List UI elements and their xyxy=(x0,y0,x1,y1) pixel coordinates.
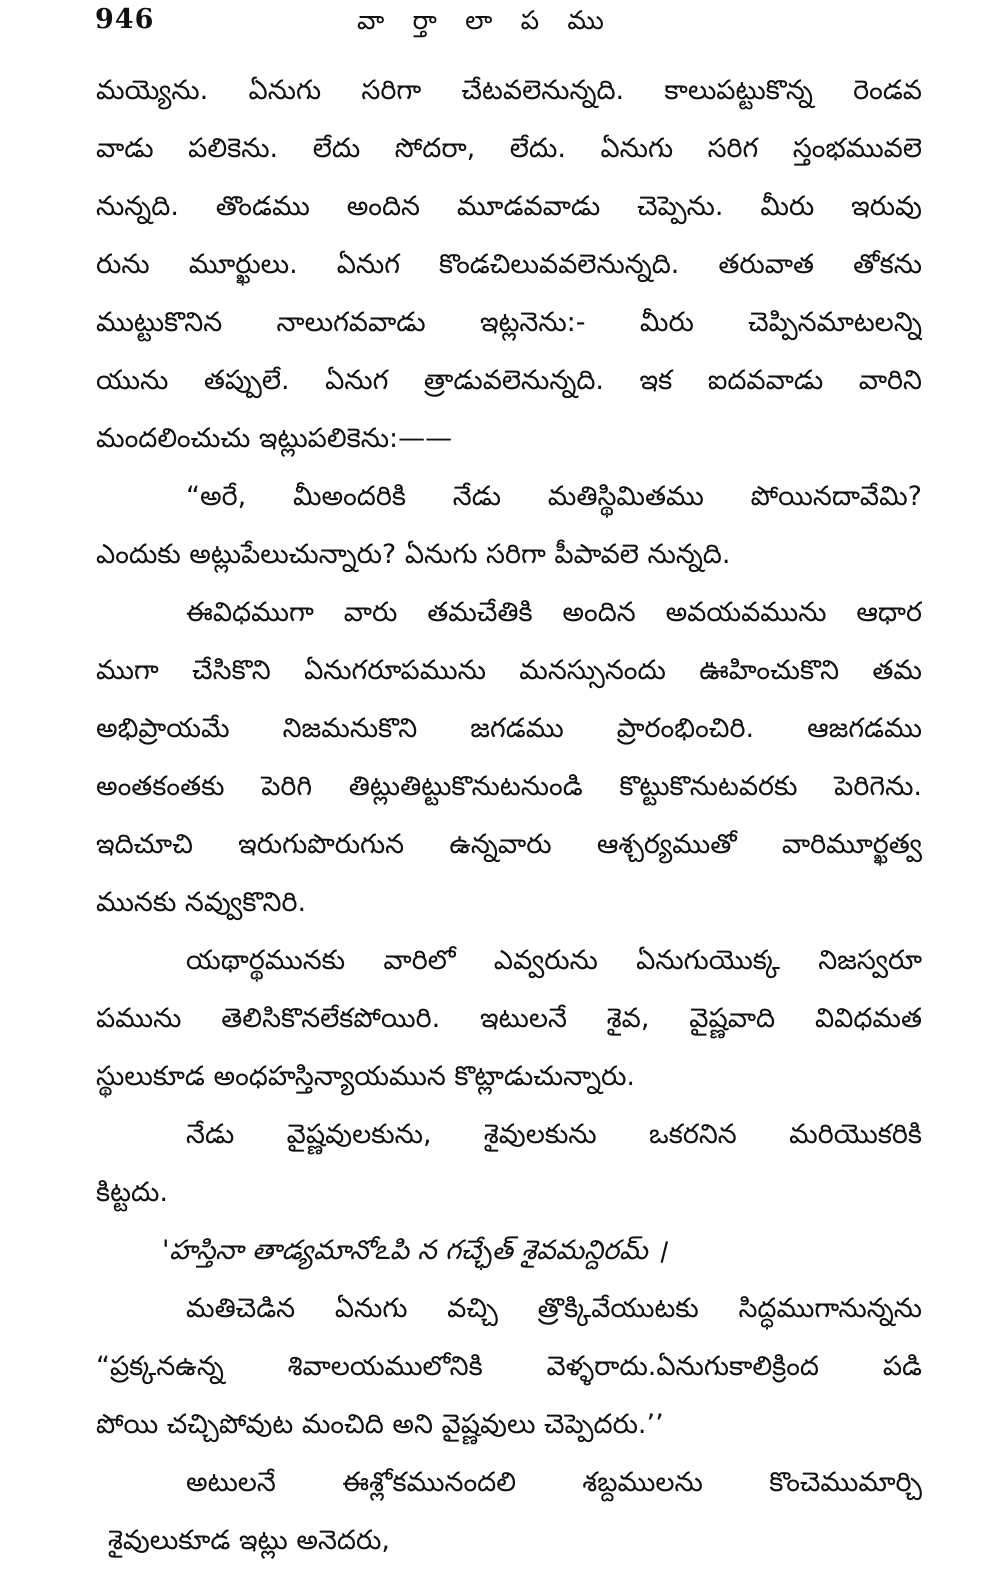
text-line: పమును తెలిసికొనలేకపోయిరి. ఇటులనే శైవ, వైష్ణవాది వివిధమత xyxy=(96,1003,922,1034)
text-line: స్థులుకూడ అంధహస్తిన్యాయమున కొట్లాడుచున్నారు. xyxy=(96,1061,635,1092)
text-line: యథార్థమునకు వారిలో ఎవ్వరును ఏనుగుయొక్క నిజస్వరూ xyxy=(186,945,922,976)
text-line: మయ్యెను. ఏనుగు సరిగా చేటవలెనున్నది. కాలుపట్టుకొన్న రెండవ xyxy=(96,75,922,106)
text-line: ముట్టుకొనిన నాలుగవవాడు ఇట్లనెను:- మీరు చెప్పినమాటలన్ని xyxy=(96,307,922,338)
text-line: యును తప్పులే. ఏనుగ త్రాడువలెనున్నది. ఇక ఐదవవాడు వారిని xyxy=(96,365,922,396)
text-line: ముగా చేసికొని ఏనుగరూపమును మనస్సునందు ఊహించుకొని తమ xyxy=(96,655,922,686)
text-line: వాడు పలికెను. లేదు సోదరా, లేదు. ఏనుగు సరిగ స్తంభమువలె xyxy=(96,133,922,164)
text-line: “ప్రక్కనఉన్న శివాలయములోనికి వెళ్ళరాదు.ఏనుగుకాలిక్రింద పడి xyxy=(96,1351,922,1382)
text-line: ఎందుకు అట్లుపేలుచున్నారు? ఏనుగు సరిగా పీపావలె నున్నది. xyxy=(96,539,731,570)
text-line: పోయి చచ్చిపోవుట మంచిది అని వైష్ణవులు చెప్పెదరు.’’ xyxy=(96,1409,664,1440)
page-header xyxy=(95,4,924,48)
text-line: అటులనే ఈశ్లోకమునందలి శబ్దములను కొంచెముమార్చి xyxy=(186,1467,922,1498)
text-line: ఈవిధముగా వారు తమచేతికి అందిన అవయవమును ఆధార xyxy=(186,597,922,628)
text-line: మతిచెడిన ఏనుగు వచ్చి త్రొక్కివేయుటకు సిద్ధముగానున్నను xyxy=(186,1293,922,1324)
text-line: అభిప్రాయమే నిజమనుకొని జగడము ప్రారంభించిరి. ఆజగడము xyxy=(96,713,922,744)
text-line: కిట్టదు. xyxy=(96,1177,168,1208)
text-line: అంతకంతకు పెరిగి తిట్లుతిట్టుకొనుటనుండి కొట్టుకొనుటవరకు పెరిగెను. xyxy=(96,771,922,802)
text-line: మందలించుచు ఇట్లుపలికెను:—— xyxy=(96,423,453,454)
text-line: ఇదిచూచి ఇరుగుపొరుగున ఉన్నవారు ఆశ్చర్యముతో వారిమూర్ఖత్వ xyxy=(96,829,922,860)
running-title: వా ర్తా లా ప ము xyxy=(357,6,614,36)
body-text xyxy=(96,62,922,1570)
text-line: రును మూర్ఖులు. ఏనుగ కొండచిలువవలెనున్నది. తరువాత తోకను xyxy=(96,249,922,280)
page-number: 946 xyxy=(95,4,155,35)
text-line: మునకు నవ్వుకొనిరి. xyxy=(96,887,307,918)
text-line: నున్నది. తొండము అందిన మూడవవాడు చెప్పెను. మీరు ఇరువు xyxy=(96,191,922,222)
sloka-line: 'హస్తినా తాడ్యమానోఽపి న గచ్ఛేత్ శైవమన్దిరమ్ । xyxy=(162,1235,667,1266)
text-line: “అరే, మీఅందరికి నేడు మతిస్థిమితము పోయినదావేమి? xyxy=(186,481,922,512)
text-line: శైవులుకూడ ఇట్లు అనెదరు, xyxy=(108,1525,390,1556)
text-line: నేడు వైష్ణవులకును, శైవులకును ఒకరనిన మరియొకరికి xyxy=(186,1119,922,1150)
